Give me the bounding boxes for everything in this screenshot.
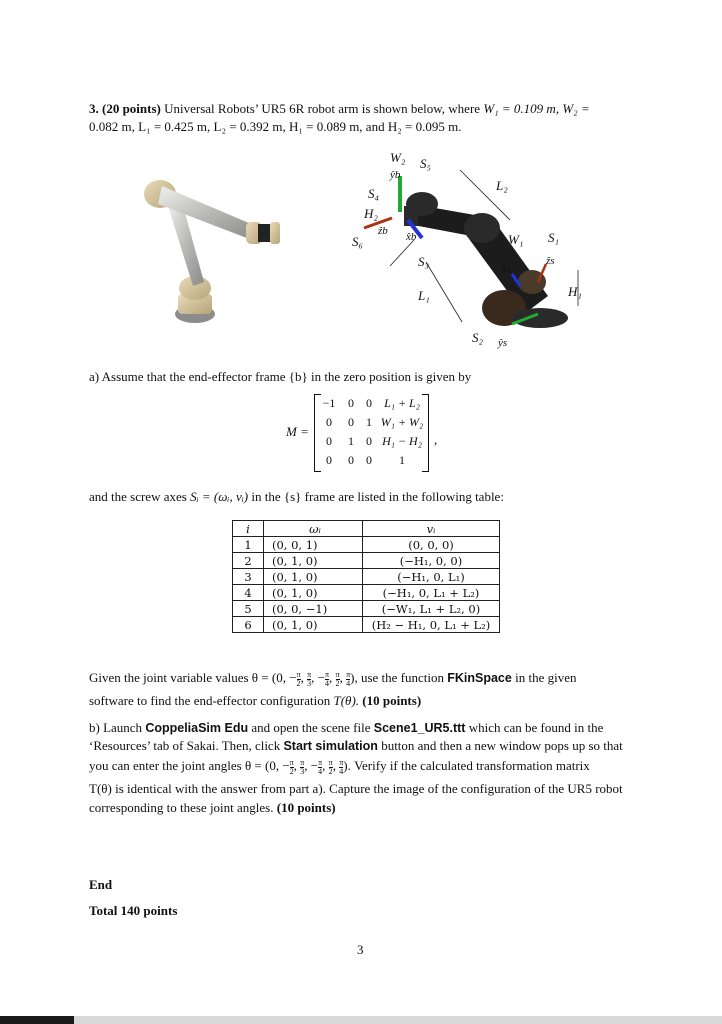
cell-v: (−H₁, 0, L₁ + L₂) (363, 585, 500, 601)
label-h1: H₁ (568, 284, 582, 299)
cell-omega: (0, 0, −1) (264, 601, 363, 617)
part-b-line2 (89, 738, 623, 754)
matrix-cell: 0 (348, 415, 354, 429)
matrix-cell: 0 (348, 396, 354, 410)
matrix-cell: 1 (366, 415, 372, 429)
part-a-points: (10 points) (362, 693, 422, 708)
matrix-cell: L₁ + L₂ (384, 396, 420, 410)
problem-header-line1 (89, 101, 590, 117)
screw-axes-intro (89, 489, 504, 505)
label-xb: x̂b (406, 231, 417, 243)
matrix-comma: , (434, 432, 438, 447)
scene-file-name: Scene1_UR5.ttt (373, 721, 466, 735)
cell-omega: (0, 1, 0) (264, 585, 363, 601)
matrix-cell: W₁ + W₂ (380, 415, 424, 429)
problem-params-1: W₁ = 0.109 m, W₂ = (483, 101, 590, 116)
part-b-line1-mid: and open the scene file (251, 720, 371, 735)
screw-axes-table (232, 520, 500, 633)
cell-omega: (0, 1, 0) (264, 569, 363, 585)
fraction-numerator: π (307, 669, 312, 679)
matrix-cell: 0 (326, 453, 332, 467)
label-zb: ẑb (378, 225, 388, 237)
angle-separator: , (332, 758, 340, 773)
cell-i: 6 (233, 617, 264, 633)
fraction-numerator: π (289, 757, 294, 767)
screw-symbol: Sᵢ = (ωᵢ, vᵢ) (190, 489, 249, 504)
given-joint-values (89, 668, 576, 688)
fraction-denominator: 2 (296, 678, 301, 688)
angle-separator: , (300, 670, 308, 685)
part-b-line1-post: which can be found in the (468, 720, 604, 735)
fraction-denominator: 3 (300, 766, 305, 776)
cell-i: 2 (233, 553, 264, 569)
fraction-denominator: 4 (324, 678, 329, 688)
label-w2: W₂ (390, 150, 406, 165)
cell-v: (−W₁, L₁ + L₂, 0) (363, 601, 500, 617)
cell-omega: (0, 0, 1) (264, 537, 363, 553)
label-s3: S₃ (418, 254, 430, 269)
fraction-denominator: 4 (346, 678, 351, 688)
matrix-cell: −1 (322, 396, 336, 410)
cell-v: (0, 0, 0) (363, 537, 500, 553)
label-zs: ẑs (546, 255, 555, 267)
problem-number: 3. (20 points) (89, 101, 161, 116)
label-s4: S₄ (368, 186, 380, 201)
fraction-denominator: 2 (289, 766, 294, 776)
label-l1: L₁ (418, 288, 430, 303)
angle-separator: , − (304, 758, 319, 773)
app-name: CoppeliaSim Edu (145, 721, 249, 735)
fraction-denominator: 2 (328, 766, 333, 776)
label-s2: S₂ (472, 330, 484, 345)
fraction-numerator: π (324, 669, 330, 679)
label-ys: ŷs (498, 337, 508, 349)
total-points: Total 140 points (89, 903, 178, 918)
fraction-numerator: π (335, 669, 340, 679)
part-a-line2 (89, 693, 421, 709)
label-xs: x̂s (502, 263, 512, 275)
start-simulation-label: Start simulation (283, 739, 378, 753)
part-b-line2-post: button and then a new window pops up so that (381, 738, 623, 753)
problem-params-2: 0.082 m, L₁ = 0.425 m, L₂ = 0.392 m, H₁ = 0.089 m, and H₂ = 0.095 m. (89, 119, 462, 134)
matrix-cell: 0 (348, 453, 354, 467)
table-row (233, 617, 500, 633)
bottom-scroll-bar[interactable] (0, 1016, 722, 1024)
cell-i: 5 (233, 601, 264, 617)
fraction-numerator: π (328, 757, 333, 767)
cell-i: 4 (233, 585, 264, 601)
angle-separator: , (339, 670, 347, 685)
end-label: End (89, 877, 113, 892)
cell-v: (−H₁, 0, 0) (363, 553, 500, 569)
table-row (233, 553, 500, 569)
function-name-fkinspace: FKinSpace (447, 671, 512, 685)
label-yb: ŷb (390, 169, 401, 181)
matrix-cell: 0 (366, 453, 372, 467)
ur5-robot-photo (138, 176, 300, 332)
cell-i: 3 (233, 569, 264, 585)
page-number: 3 (357, 942, 364, 957)
matrix-cell: 0 (326, 415, 332, 429)
part-b-line3 (89, 756, 590, 776)
joint-angles-b (289, 757, 344, 776)
fraction-numerator: π (318, 757, 323, 767)
cell-omega: (0, 1, 0) (264, 553, 363, 569)
label-h2: H₂ (364, 206, 378, 221)
matrix-m (286, 392, 446, 474)
fraction-denominator: 4 (339, 766, 344, 776)
given-pre: Given the joint variable values θ = (0, − (89, 670, 297, 685)
matrix-cell: 0 (366, 434, 372, 448)
label-l2: L₂ (496, 178, 508, 193)
table-row (233, 585, 500, 601)
part-b-line5-text: corresponding to these joint angles. (89, 800, 274, 815)
joint-angles-a (296, 669, 351, 688)
cell-i: 1 (233, 537, 264, 553)
header-i: i (233, 521, 264, 537)
matrix-cell: 1 (399, 453, 405, 467)
table-row (233, 537, 500, 553)
part-a-line2-pre: software to find the end-effector configuration (89, 693, 331, 708)
part-b-line2-pre: ‘Resources’ tab of Sakai. Then, click (89, 738, 281, 753)
screw-text-post: in the {s} frame are listed in the following table: (251, 489, 504, 504)
matrix-cell: H₁ − H₂ (382, 434, 422, 448)
angle-separator: , − (311, 670, 325, 685)
fraction-denominator: 2 (335, 678, 340, 688)
given-post: ), use the function (350, 670, 444, 685)
angle-separator: , (293, 758, 301, 773)
matrix-cell: 0 (366, 396, 372, 410)
label-s1: S₁ (548, 230, 560, 245)
ur5-schematic-figure (342, 146, 612, 352)
header-omega: ωᵢ (264, 521, 363, 537)
table-row (233, 569, 500, 585)
label-w1: W₁ (508, 232, 524, 247)
part-b-points: (10 points) (276, 800, 336, 815)
cell-v: (−H₁, 0, L₁) (363, 569, 500, 585)
matrix-cell: 0 (326, 434, 332, 448)
part-b-line1-pre: b) Launch (89, 720, 143, 735)
cell-v: (H₂ − H₁, 0, L₁ + L₂) (363, 617, 500, 633)
screw-text-pre: and the screw axes (89, 489, 187, 504)
header-v: vᵢ (363, 521, 500, 537)
fraction-numerator: π (339, 757, 344, 767)
angle-separator: , (322, 758, 329, 773)
given-tail: in the given (515, 670, 577, 685)
part-a-intro: a) Assume that the end-effector frame {b} in the zero position is given by (89, 369, 472, 384)
table-row (233, 601, 500, 617)
problem-intro: Universal Robots’ UR5 6R robot arm is shown below, where (164, 101, 481, 116)
scroll-thumb[interactable] (0, 1016, 74, 1024)
label-s5: S₅ (420, 156, 432, 171)
angle-separator: , (329, 670, 336, 685)
matrix-label: M = (286, 424, 309, 439)
label-s6: S₆ (352, 234, 364, 249)
fraction-numerator: π (296, 669, 301, 679)
part-b-line1 (89, 720, 603, 736)
fraction-denominator: 4 (318, 766, 323, 776)
part-b-line3-pre: you can enter the joint angles θ = (0, − (89, 758, 290, 773)
table-header-row (233, 521, 500, 537)
part-b-line3-post: ). Verify if the calculated transformation matrix (343, 758, 590, 773)
matrix-cell: 1 (348, 434, 354, 448)
cell-omega: (0, 1, 0) (264, 617, 363, 633)
part-b-line4: T(θ) is identical with the answer from part a). Capture the image of the configuration of the UR5 robot (89, 781, 623, 796)
fraction-denominator: 3 (307, 678, 312, 688)
fraction-numerator: π (346, 669, 351, 679)
part-a-T: T(θ). (333, 693, 360, 708)
part-b-line5 (89, 800, 336, 816)
fraction-numerator: π (300, 757, 305, 767)
problem-header-line2 (89, 119, 461, 135)
